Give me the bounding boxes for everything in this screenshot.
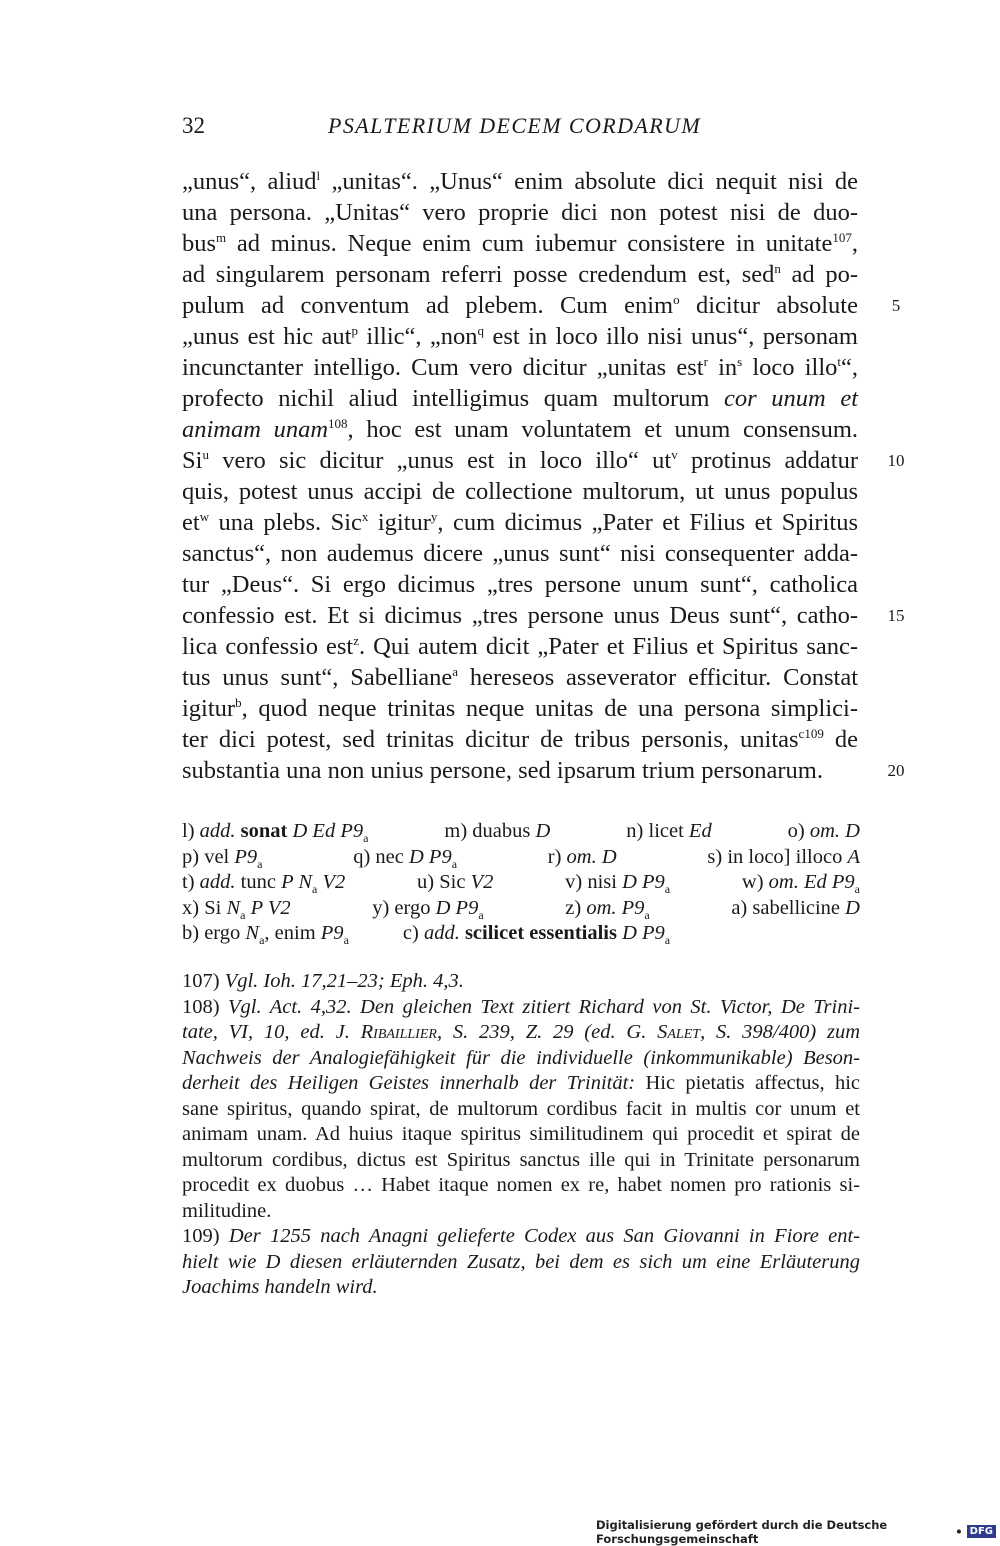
apparatus-variant: z) om. $P9_a$	[565, 896, 650, 922]
footnote-line: militudine.	[182, 1199, 272, 1222]
footnote-line: hielt wie D diesen erläuternden Zusatz, bei dem es sich um eine Erläuterung	[182, 1250, 860, 1273]
apparatus-variant: p) vel $P9_a$	[182, 845, 263, 871]
line-number-10: 10	[887, 451, 905, 470]
footnote-line: 107) Vgl. Ioh. 17,21–23; Eph. 4,3.	[182, 970, 464, 992]
dfg-logo: DFG	[967, 1525, 996, 1538]
apparatus-variant: b) ergo $N_a$, enim $P9_a$	[182, 922, 349, 947]
footnote-line: multorum cordibus, dictus est Spiritus sanctus ille qui in Trinitate personarum	[182, 1148, 860, 1171]
text-line: quis, potest unus accipi de collectione multorum, ut unus populus	[182, 478, 858, 505]
line-number-15: 15	[887, 606, 905, 625]
text-line: pulum ad conventum ad plebem. Cum enim$^o$ dicitur absolute	[182, 292, 858, 319]
apparatus-variant: n) licet Ed	[626, 820, 712, 842]
apparatus-row	[182, 896, 860, 922]
footnote-line: Nachweis der Analogiefähigkeit für die individuelle (inkommunikable) Beson-	[182, 1046, 860, 1069]
footer-separator: •	[955, 1524, 963, 1539]
line-number-20: 20	[887, 761, 905, 780]
text-line: „unus est hic aut$^p$ illic“, „non$^q$ est in loco illo nisi unus“, personam	[182, 323, 858, 350]
footnote-line: 108) Vgl. Act. 4,32. Den gleichen Text zitiert Richard von St. Victor, De Trini-	[182, 995, 861, 1018]
text-line: substantia una non unius persone, sed ipsarum trium personarum.	[182, 757, 823, 784]
line-number-5: 5	[891, 296, 901, 315]
footnote-line: derheit des Heiligen Geistes innerhalb der Trinität: Hic pietatis affectus, hic	[182, 1072, 860, 1094]
text-line: „unus“, aliud$^l$ „unitas“. „Unus“ enim absolute dici nequit nisi de	[182, 168, 858, 195]
text-line: sanctus“, non audemus dicere „unus sunt“ nisi consequenter adda-	[182, 540, 858, 567]
apparatus-variant: x) Si $N_a$ P V2	[182, 896, 291, 922]
apparatus-variant: y) ergo D $P9_a$	[372, 896, 484, 922]
footnote-line: animam unam. Ad huius itaque spiritus similitudinem qui procedit et spirat de	[182, 1123, 860, 1145]
text-line: lica confessio est$^z$. Qui autem dicit „Pater et Filius et Spiritus sanc-	[182, 633, 858, 660]
apparatus-variant: w) om. Ed $P9_a$	[741, 871, 860, 896]
text-line: $et^w$ una plebs. Sic$^x$ igitur$^y$, cum dicimus „Pater et Filius et Spiritus	[182, 509, 858, 536]
apparatus-row	[182, 845, 860, 871]
apparatus-variant: o) om. D	[787, 820, 860, 842]
footnotes	[182, 969, 860, 1301]
text-line: una persona. „Unitas“ vero proprie dici non potest nisi de duo-	[182, 199, 858, 226]
footnote-line: Joachims handeln wird.	[182, 1276, 378, 1298]
footnote-line: tate, VI, 10, ed. J. Ribaillier, S. 239, Z. 29 (ed. G. Salet, S. 398/400) zum	[182, 1021, 860, 1043]
apparatus-variant: s) in loco] illoco A	[707, 845, 860, 868]
apparatus-row	[182, 819, 860, 845]
page-number: 32	[182, 113, 205, 138]
running-head: PSALTERIUM DECEM CORDARUM	[328, 113, 702, 138]
critical-apparatus	[182, 819, 860, 947]
text-line: tus unus sunt“, Sabelliane$^a$ hereseos asseverator efficitur. Constat	[182, 664, 858, 691]
apparatus-variant: q) nec D $P9_a$	[353, 845, 458, 871]
text-line: ter dici potest, sed trinitas dicitur de tribus personis, unitas$^{c109}$ de	[182, 726, 858, 753]
text-line: igitur$^b$, quod neque trinitas neque unitas de una persona simplici-	[182, 695, 858, 722]
apparatus-variant: c) add. scilicet essentialis D $P9_a$	[402, 922, 671, 947]
apparatus-variant: v) nisi D $P9_a$	[565, 871, 671, 896]
apparatus-row	[182, 921, 860, 947]
apparatus-variant: r) om. D	[547, 845, 617, 868]
apparatus-row	[182, 870, 860, 896]
apparatus-variant: t) add. tunc P $N_a$ V2	[182, 871, 346, 896]
text-line: Si$^u$ vero sic dicitur „unus est in loco illo“ $ut^v$ protinus addatur	[182, 447, 858, 474]
apparatus-variant: m) duabus D	[444, 820, 551, 842]
text-line: profecto nichil aliud intelligimus quam multorum cor unum et	[182, 385, 858, 412]
main-text	[182, 166, 858, 786]
text-line: animam unam$^{108}$, hoc est unam voluntatem et unum consensum.	[182, 416, 858, 443]
footer-band	[596, 1517, 1000, 1546]
footnote-line: sane spiritus, quando spirat, de multorum cordibus facit in multis cor unum et	[182, 1097, 860, 1120]
text-line: incunctanter intelligo. Cum vero dicitur „unitas est$^r$ $in^s$ loco illo$^t$“,	[182, 354, 858, 381]
text-line: tur „Deus“. Si ergo dicimus „tres persone unum sunt“, catholica	[182, 571, 858, 598]
apparatus-variant: l) add. sonat D Ed $P9_a$	[182, 820, 369, 845]
footer-credit: Digitalisierung gefördert durch die Deutsche Forschungsgemeinschaft	[596, 1517, 888, 1546]
apparatus-variant: a) sabellicine D	[731, 896, 860, 919]
text-line: ad singularem personam referri posse credendum est, sed$^n$ ad po-	[182, 261, 858, 288]
apparatus-variant: u) Sic V2	[417, 871, 494, 893]
footnote-line: procedit ex duobus … Habet itaque nomen ex re, habet nomen pro rationis si-	[182, 1174, 860, 1196]
footnote-line: 109) Der 1255 nach Anagni gelieferte Codex aus San Giovanni in Fiore ent-	[182, 1225, 860, 1247]
text-line: bus$^m$ ad minus. Neque enim cum iubemur consistere in unitate$^{107}$,	[182, 230, 858, 257]
text-line: confessio est. Et si dicimus „tres persone unus Deus sunt“, catho-	[182, 602, 858, 629]
